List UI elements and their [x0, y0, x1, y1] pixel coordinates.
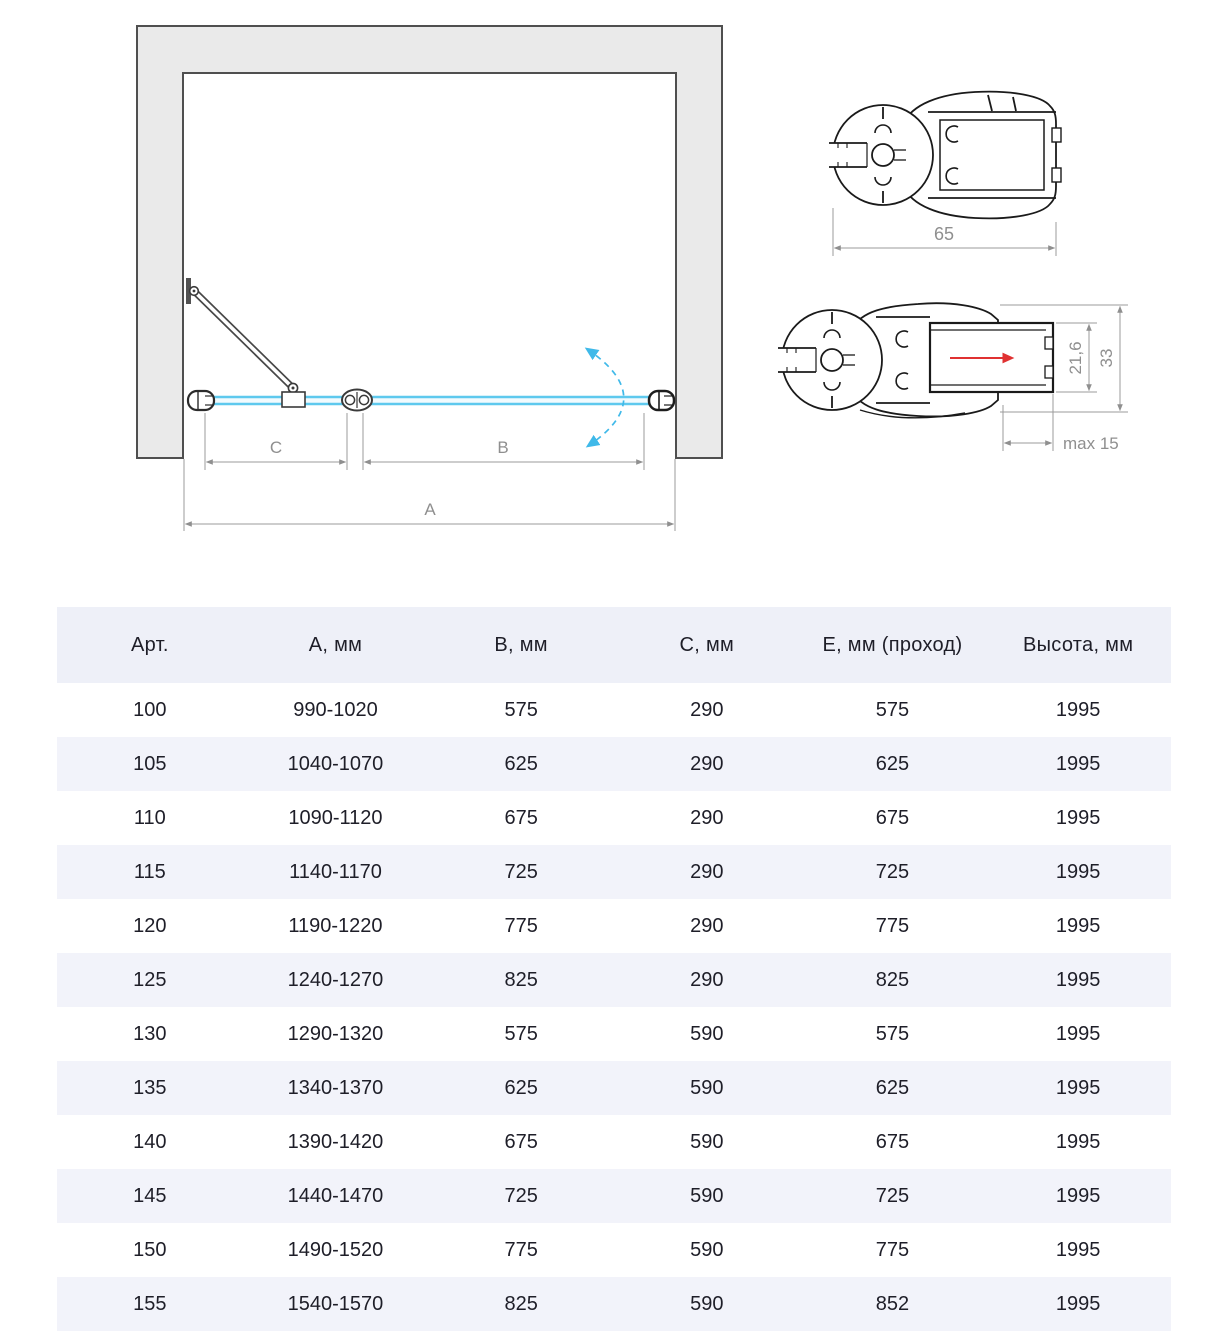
table-cell: 825: [504, 968, 538, 991]
table-cell: 625: [504, 752, 538, 775]
table-cell: 725: [504, 860, 538, 883]
table-cell: 825: [875, 968, 910, 991]
center-hinge: [342, 390, 372, 411]
table-cell: 1995: [1055, 1184, 1101, 1207]
table-cell: 290: [690, 968, 724, 991]
table-cell: 590: [690, 1022, 724, 1045]
table-cell: 990-1020: [293, 698, 378, 721]
table-cell: 590: [690, 1130, 724, 1153]
table-row: [57, 1061, 1171, 1115]
table-row: [57, 953, 1171, 1007]
technical-drawing: [0, 0, 1231, 580]
dimension-c-label: C: [269, 438, 283, 457]
dimension-21-6-label: 21,6: [1066, 341, 1085, 375]
table-cell: 725: [875, 860, 910, 883]
table-cell: 1995: [1055, 914, 1101, 937]
table-cell: 1090-1120: [288, 806, 383, 829]
table-row: [57, 1277, 1171, 1331]
table-cell: 590: [690, 1184, 724, 1207]
left-wall-bracket: [188, 391, 214, 410]
table-cell: 1995: [1055, 1076, 1101, 1099]
table-cell: 105: [133, 752, 167, 775]
column-header: В, мм: [428, 607, 614, 683]
table-cell: 852: [875, 1292, 910, 1315]
dimension-a: [184, 459, 675, 531]
table-cell: 150: [133, 1238, 167, 1261]
dimension-65-label: 65: [933, 224, 955, 244]
table-cell: 825: [504, 1292, 538, 1315]
wall-profile-section-side: [778, 303, 1053, 418]
table-cell: 1995: [1055, 806, 1101, 829]
table-cell: 775: [504, 1238, 538, 1261]
table-cell: 675: [504, 1130, 538, 1153]
table-row: [57, 1169, 1171, 1223]
table-cell: 590: [690, 1076, 724, 1099]
right-wall-bracket: [649, 391, 674, 410]
table-cell: 575: [504, 1022, 538, 1045]
table-cell: 575: [875, 698, 910, 721]
table-cell: 1190-1220: [288, 914, 383, 937]
dimension-33-label: 33: [1097, 348, 1116, 368]
table-cell: 1240-1270: [287, 968, 384, 991]
support-bar: [190, 287, 298, 393]
table-row: [57, 791, 1171, 845]
table-cell: 290: [690, 806, 724, 829]
dimension-max-15-label: max 15: [1063, 434, 1119, 453]
table-cell: 1340-1370: [287, 1076, 384, 1099]
table-row: [57, 683, 1171, 737]
table-cell: 1995: [1055, 698, 1101, 721]
table-cell: 155: [133, 1292, 167, 1315]
table-cell: 1995: [1055, 1238, 1101, 1261]
table-row: [57, 1115, 1171, 1169]
table-cell: 1490-1520: [287, 1238, 384, 1261]
table-cell: 110: [133, 806, 166, 829]
table-cell: 625: [504, 1076, 538, 1099]
table-cell: 625: [875, 752, 910, 775]
column-header: А, мм: [243, 607, 429, 683]
column-header: С, мм: [614, 607, 800, 683]
table-cell: 575: [875, 1022, 910, 1045]
table-cell: 1440-1470: [287, 1184, 384, 1207]
table-row: [57, 845, 1171, 899]
table-cell: 145: [133, 1184, 167, 1207]
glass-panel: [201, 397, 649, 404]
table-row: [57, 737, 1171, 791]
table-cell: 1140-1170: [289, 860, 382, 883]
table-cell: 675: [504, 806, 538, 829]
table-cell: 575: [504, 698, 538, 721]
wall-profile-section-top: [829, 92, 1061, 219]
table-header-row: [57, 607, 1171, 683]
table-cell: 1040-1070: [287, 752, 384, 775]
table-cell: 1390-1420: [287, 1130, 384, 1153]
table-cell: 1540-1570: [287, 1292, 384, 1315]
column-header: Арт.: [57, 607, 243, 683]
table-cell: 625: [875, 1076, 910, 1099]
table-cell: 1995: [1055, 968, 1101, 991]
table-cell: 100: [133, 698, 167, 721]
table-cell: 1995: [1055, 1292, 1101, 1315]
table-cell: 290: [690, 914, 724, 937]
table-cell: 675: [875, 1130, 910, 1153]
table-cell: 775: [504, 914, 538, 937]
dimension-a-label: A: [424, 500, 436, 519]
installation-diagram: [137, 26, 722, 531]
table-cell: 290: [690, 860, 724, 883]
table-cell: 590: [690, 1292, 724, 1315]
table-cell: 115: [133, 860, 166, 883]
spec-table-container: [57, 607, 1171, 1331]
table-cell: 1995: [1055, 860, 1101, 883]
table-cell: 140: [133, 1130, 167, 1153]
table-cell: 120: [133, 914, 167, 937]
table-row: [57, 1223, 1171, 1277]
table-cell: 130: [133, 1022, 167, 1045]
spec-table: [57, 607, 1171, 1331]
table-row: [57, 899, 1171, 953]
table-cell: 775: [875, 914, 910, 937]
table-cell: 125: [133, 968, 167, 991]
wall-frame: [137, 26, 722, 458]
table-cell: 725: [504, 1184, 538, 1207]
table-cell: 135: [133, 1076, 167, 1099]
column-header: Е, мм (проход): [800, 607, 986, 683]
table-cell: 775: [875, 1238, 910, 1261]
table-cell: 290: [690, 752, 724, 775]
glass-clamp-block: [282, 392, 305, 407]
table-cell: 290: [690, 698, 724, 721]
table-cell: 1290-1320: [287, 1022, 384, 1045]
table-cell: 675: [875, 806, 910, 829]
table-cell: 1995: [1055, 752, 1101, 775]
table-cell: 725: [875, 1184, 910, 1207]
dimension-max-15: [1003, 394, 1053, 451]
dimension-b-label: B: [497, 438, 509, 457]
table-cell: 590: [690, 1238, 724, 1261]
table-cell: 1995: [1055, 1022, 1101, 1045]
table-row: [57, 1007, 1171, 1061]
table-cell: 1995: [1055, 1130, 1101, 1153]
column-header: Высота, мм: [985, 607, 1171, 683]
